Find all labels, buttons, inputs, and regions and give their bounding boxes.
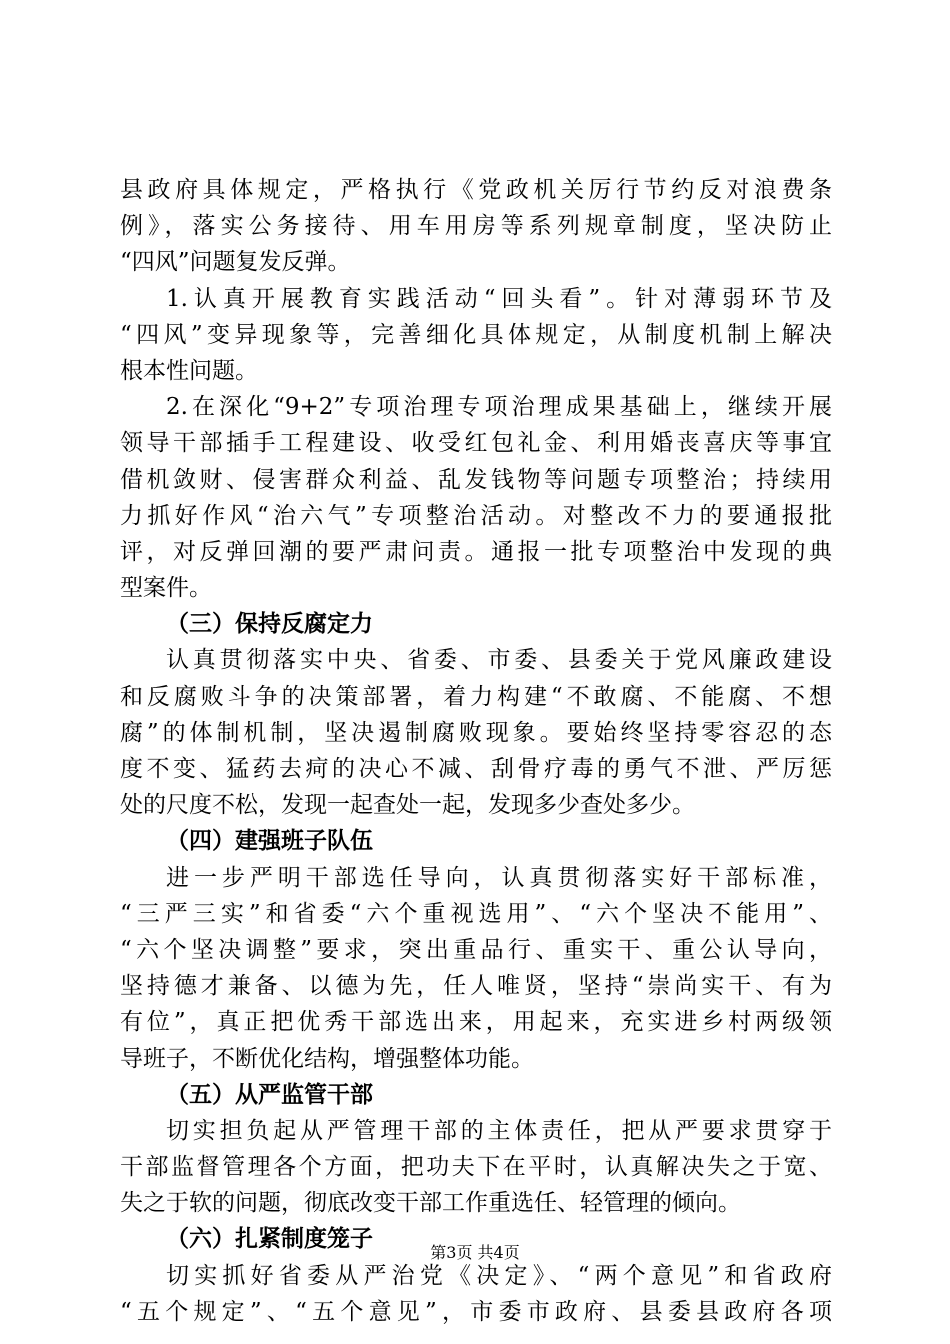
text-line: 型案件。 xyxy=(120,575,212,602)
text-line: 评，对反弹回潮的要严肃问责。通报一批专项整治中发现的典 xyxy=(120,538,832,565)
text-line: “三严三实”和省委“六个重视选用”、“六个坚决不能用”、 xyxy=(120,900,832,927)
text-line: “四风”问题复发反弹。 xyxy=(120,249,351,276)
text-line: 进一步严明干部选任导向，认真贯彻落实好干部标准， xyxy=(166,864,832,891)
text-line: 认真贯彻落实中央、省委、市委、县委关于党风廉政建设 xyxy=(166,647,832,674)
text-line: 处的尺度不松，发现一起查处一起，发现多少查处多少。 xyxy=(120,792,695,819)
text-line: “五个规定”、“五个意见”，市委市政府、县委县政府各项 xyxy=(120,1298,832,1325)
section-heading: （三）保持反腐定力 xyxy=(166,611,373,638)
text-line: 和反腐败斗争的决策部署，着力构建“不敢腐、不能腐、不想 xyxy=(120,683,832,710)
text-line: 导班子，不断优化结构，增强整体功能。 xyxy=(120,1045,534,1072)
section-heading: （四）建强班子队伍 xyxy=(166,828,373,855)
text-line: “四风”变异现象等，完善细化具体规定，从制度机制上解决 xyxy=(120,321,832,348)
text-line: 切实担负起从严管理干部的主体责任，把从严要求贯穿于 xyxy=(166,1117,832,1144)
text-line: “六个坚决调整”要求，突出重品行、重实干、重公认导向， xyxy=(120,936,832,963)
text-line: 根本性问题。 xyxy=(120,357,258,384)
section-heading: （六）扎紧制度笼子 xyxy=(166,1226,373,1253)
text-line: 失之于软的问题，彻底改变干部工作重选任、轻管理的倾向。 xyxy=(120,1190,741,1217)
text-line: 2.在深化“9+2”专项治理专项治理成果基础上，继续开展 xyxy=(166,394,832,421)
text-line: 例》，落实公务接待、用车用房等系列规章制度，坚决防止 xyxy=(120,213,832,240)
text-line: 度不变、猛药去疴的决心不减、刮骨疗毒的勇气不泄、严厉惩 xyxy=(120,756,832,782)
document-body xyxy=(120,172,832,1330)
text-line: 坚持德才兼备、以德为先，任人唯贤，坚持“崇尚实干、有为 xyxy=(120,973,832,1000)
text-line: 腐”的体制机制，坚决遏制腐败现象。要始终坚持零容忍的态 xyxy=(120,719,832,746)
text-line: 有位”，真正把优秀干部选出来，用起来，充实进乡村两级领 xyxy=(120,1009,832,1036)
text-line: 力抓好作风“治六气”专项整治活动。对整改不力的要通报批 xyxy=(120,502,832,529)
text-line: 干部监督管理各个方面，把功夫下在平时，认真解决失之于宽、 xyxy=(120,1154,832,1181)
text-line: 切实抓好省委从严治党《决定》、“两个意见”和省政府 xyxy=(166,1262,832,1289)
text-line: 借机敛财、侵害群众利益、乱发钱物等问题专项整治；持续用 xyxy=(120,466,832,493)
text-line: 县政府具体规定，严格执行《党政机关厉行节约反对浪费条 xyxy=(120,177,832,203)
text-line: 领导干部插手工程建设、收受红包礼金、利用婚丧喜庆等事宜 xyxy=(120,430,832,457)
page-footer: 第3页 共4页 xyxy=(430,1243,520,1262)
section-heading: （五）从严监管干部 xyxy=(166,1081,373,1108)
text-line: 1.认真开展教育实践活动“回头看”。针对薄弱环节及 xyxy=(166,285,832,312)
